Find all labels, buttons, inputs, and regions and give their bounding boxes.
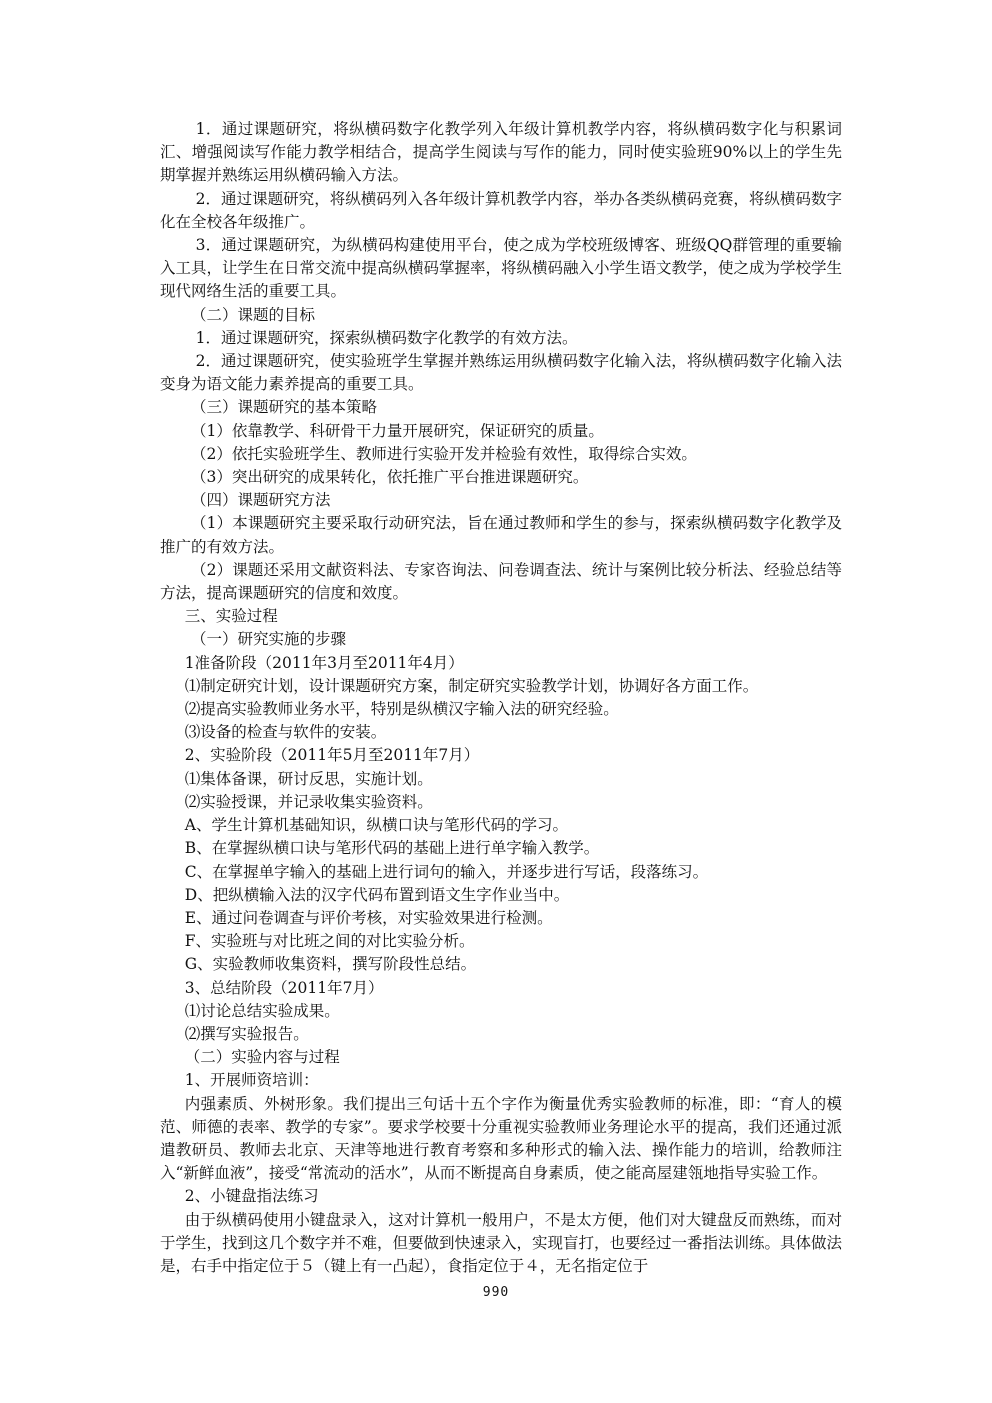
section-heading: 2、小键盘指法练习 bbox=[184, 1187, 319, 1206]
paragraph: ⑴制定研究计划，设计课题研究方案，制定研究实验教学计划，协调好各方面工作。 bbox=[184, 676, 759, 695]
section-heading: （一）研究实施的步骤 bbox=[191, 630, 347, 649]
paragraph: E、通过问卷调查与评价考核，对实验效果进行检测。 bbox=[184, 908, 553, 927]
paragraph: （3）突出研究的成果转化，依托推广平台推进课题研究。 bbox=[191, 468, 589, 487]
page-number: 990 bbox=[482, 1285, 510, 1300]
section-heading: （四）课题研究方法 bbox=[191, 491, 331, 510]
paragraph: G、实验教师收集资料，撰写阶段性总结。 bbox=[184, 955, 477, 974]
document-body bbox=[160, 118, 842, 1278]
paragraph: 1．通过课题研究，探索纵横码数字化教学的有效方法。 bbox=[195, 328, 578, 347]
paragraph: ⑴集体备课，研讨反思，实施计划。 bbox=[184, 769, 433, 788]
section-heading: （二）实验内容与过程 bbox=[184, 1048, 340, 1067]
paragraph: （1）依靠教学、科研骨干力量开展研究，保证研究的质量。 bbox=[191, 421, 604, 440]
paragraph: （2）依托实验班学生、教师进行实验开发并检验有效性，取得综合实效。 bbox=[191, 444, 697, 463]
section-heading: 1、开展师资培训： bbox=[184, 1071, 319, 1090]
paragraph: B、在掌握纵横口诀与笔形代码的基础上进行单字输入教学。 bbox=[184, 839, 600, 858]
paragraph: 3、总结阶段（2011年7月） bbox=[184, 978, 384, 997]
paragraph: ⑶设备的检查与软件的安装。 bbox=[184, 723, 387, 742]
paragraph: 2．通过课题研究，将纵横码列入各年级计算机教学内容，举办各类纵横码竞赛，将纵横码数字化在全校各年级推广。 bbox=[160, 189, 842, 231]
paragraph: ⑵撰写实验报告。 bbox=[184, 1024, 309, 1043]
section-heading: 三、实验过程 bbox=[184, 607, 278, 626]
paragraph: A、学生计算机基础知识，纵横口诀与笔形代码的学习。 bbox=[184, 816, 568, 835]
section-heading: （三）课题研究的基本策略 bbox=[191, 398, 378, 417]
paragraph: ⑵提高实验教师业务水平，特别是纵横汉字输入法的研究经验。 bbox=[184, 700, 619, 719]
paragraph: ⑵实验授课，并记录收集实验资料。 bbox=[184, 792, 433, 811]
paragraph: D、把纵横输入法的汉字代码布置到语文生字作业当中。 bbox=[184, 885, 570, 904]
paragraph: 2、实验阶段（2011年5月至2011年7月） bbox=[184, 746, 480, 765]
paragraph: F、实验班与对比班之间的对比实验分析。 bbox=[184, 932, 475, 951]
section-heading: （二）课题的目标 bbox=[191, 305, 316, 324]
paragraph: 由于纵横码使用小键盘录入，这对计算机一般用户，不是太方便，他们对大键盘反而熟练，而对于学生，找到这几个数字并不难，但要做到快速录入，实现盲打，也要经过一番指法训练。具体做法是，右手中指定位于５（键上有一凸起），食指定位于４，无名指定位于 bbox=[160, 1210, 843, 1275]
paragraph: ⑴讨论总结实验成果。 bbox=[184, 1001, 340, 1020]
paragraph: 1准备阶段（2011年3月至2011年4月） bbox=[184, 653, 464, 672]
paragraph: 1．通过课题研究，将纵横码数字化教学列入年级计算机教学内容，将纵横码数字化与积累词汇、增强阅读写作能力教学相结合，提高学生阅读与写作的能力，同时使实验班90%以上的学生先期掌握并熟练运用纵横码输入方法。 bbox=[160, 120, 842, 185]
paragraph: 2．通过课题研究，使实验班学生掌握并熟练运用纵横码数字化输入法，将纵横码数字化输入法变身为语文能力素养提高的重要工具。 bbox=[160, 352, 842, 394]
paragraph: 3．通过课题研究，为纵横码构建使用平台，使之成为学校班级博客、班级QQ群管理的重要输入工具，让学生在日常交流中提高纵横码掌握率，将纵横码融入小学生语文教学，使之成为学校学生现代网络生活的重要工具。 bbox=[160, 236, 843, 301]
paragraph: （2）课题还采用文献资料法、专家咨询法、问卷调查法、统计与案例比较分析法、经验总结等方法，提高课题研究的信度和效度。 bbox=[160, 560, 842, 603]
paragraph: C、在掌握单字输入的基础上进行词句的输入，并逐步进行写话，段落练习。 bbox=[184, 862, 709, 881]
paragraph: 内强素质、外树形象。我们提出三句话十五个字作为衡量优秀实验教师的标准，即：“育人的模范、师德的表率、教学的专家”。要求学校要十分重视实验教师业务理论水平的提高，我们还通过派遣教研员、教师去北京、天津等地进行教育考察和多种形式的输入法、操作能力的培训，给教师注入“新鲜血液”，接受“常流动的活水”，从而不断提高自身素质，使之能高屋建瓴地指导实验工作。 bbox=[160, 1094, 842, 1183]
paragraph: （1）本课题研究主要采取行动研究法，旨在通过教师和学生的参与，探索纵横码数字化教学及推广的有效方法。 bbox=[160, 514, 842, 556]
